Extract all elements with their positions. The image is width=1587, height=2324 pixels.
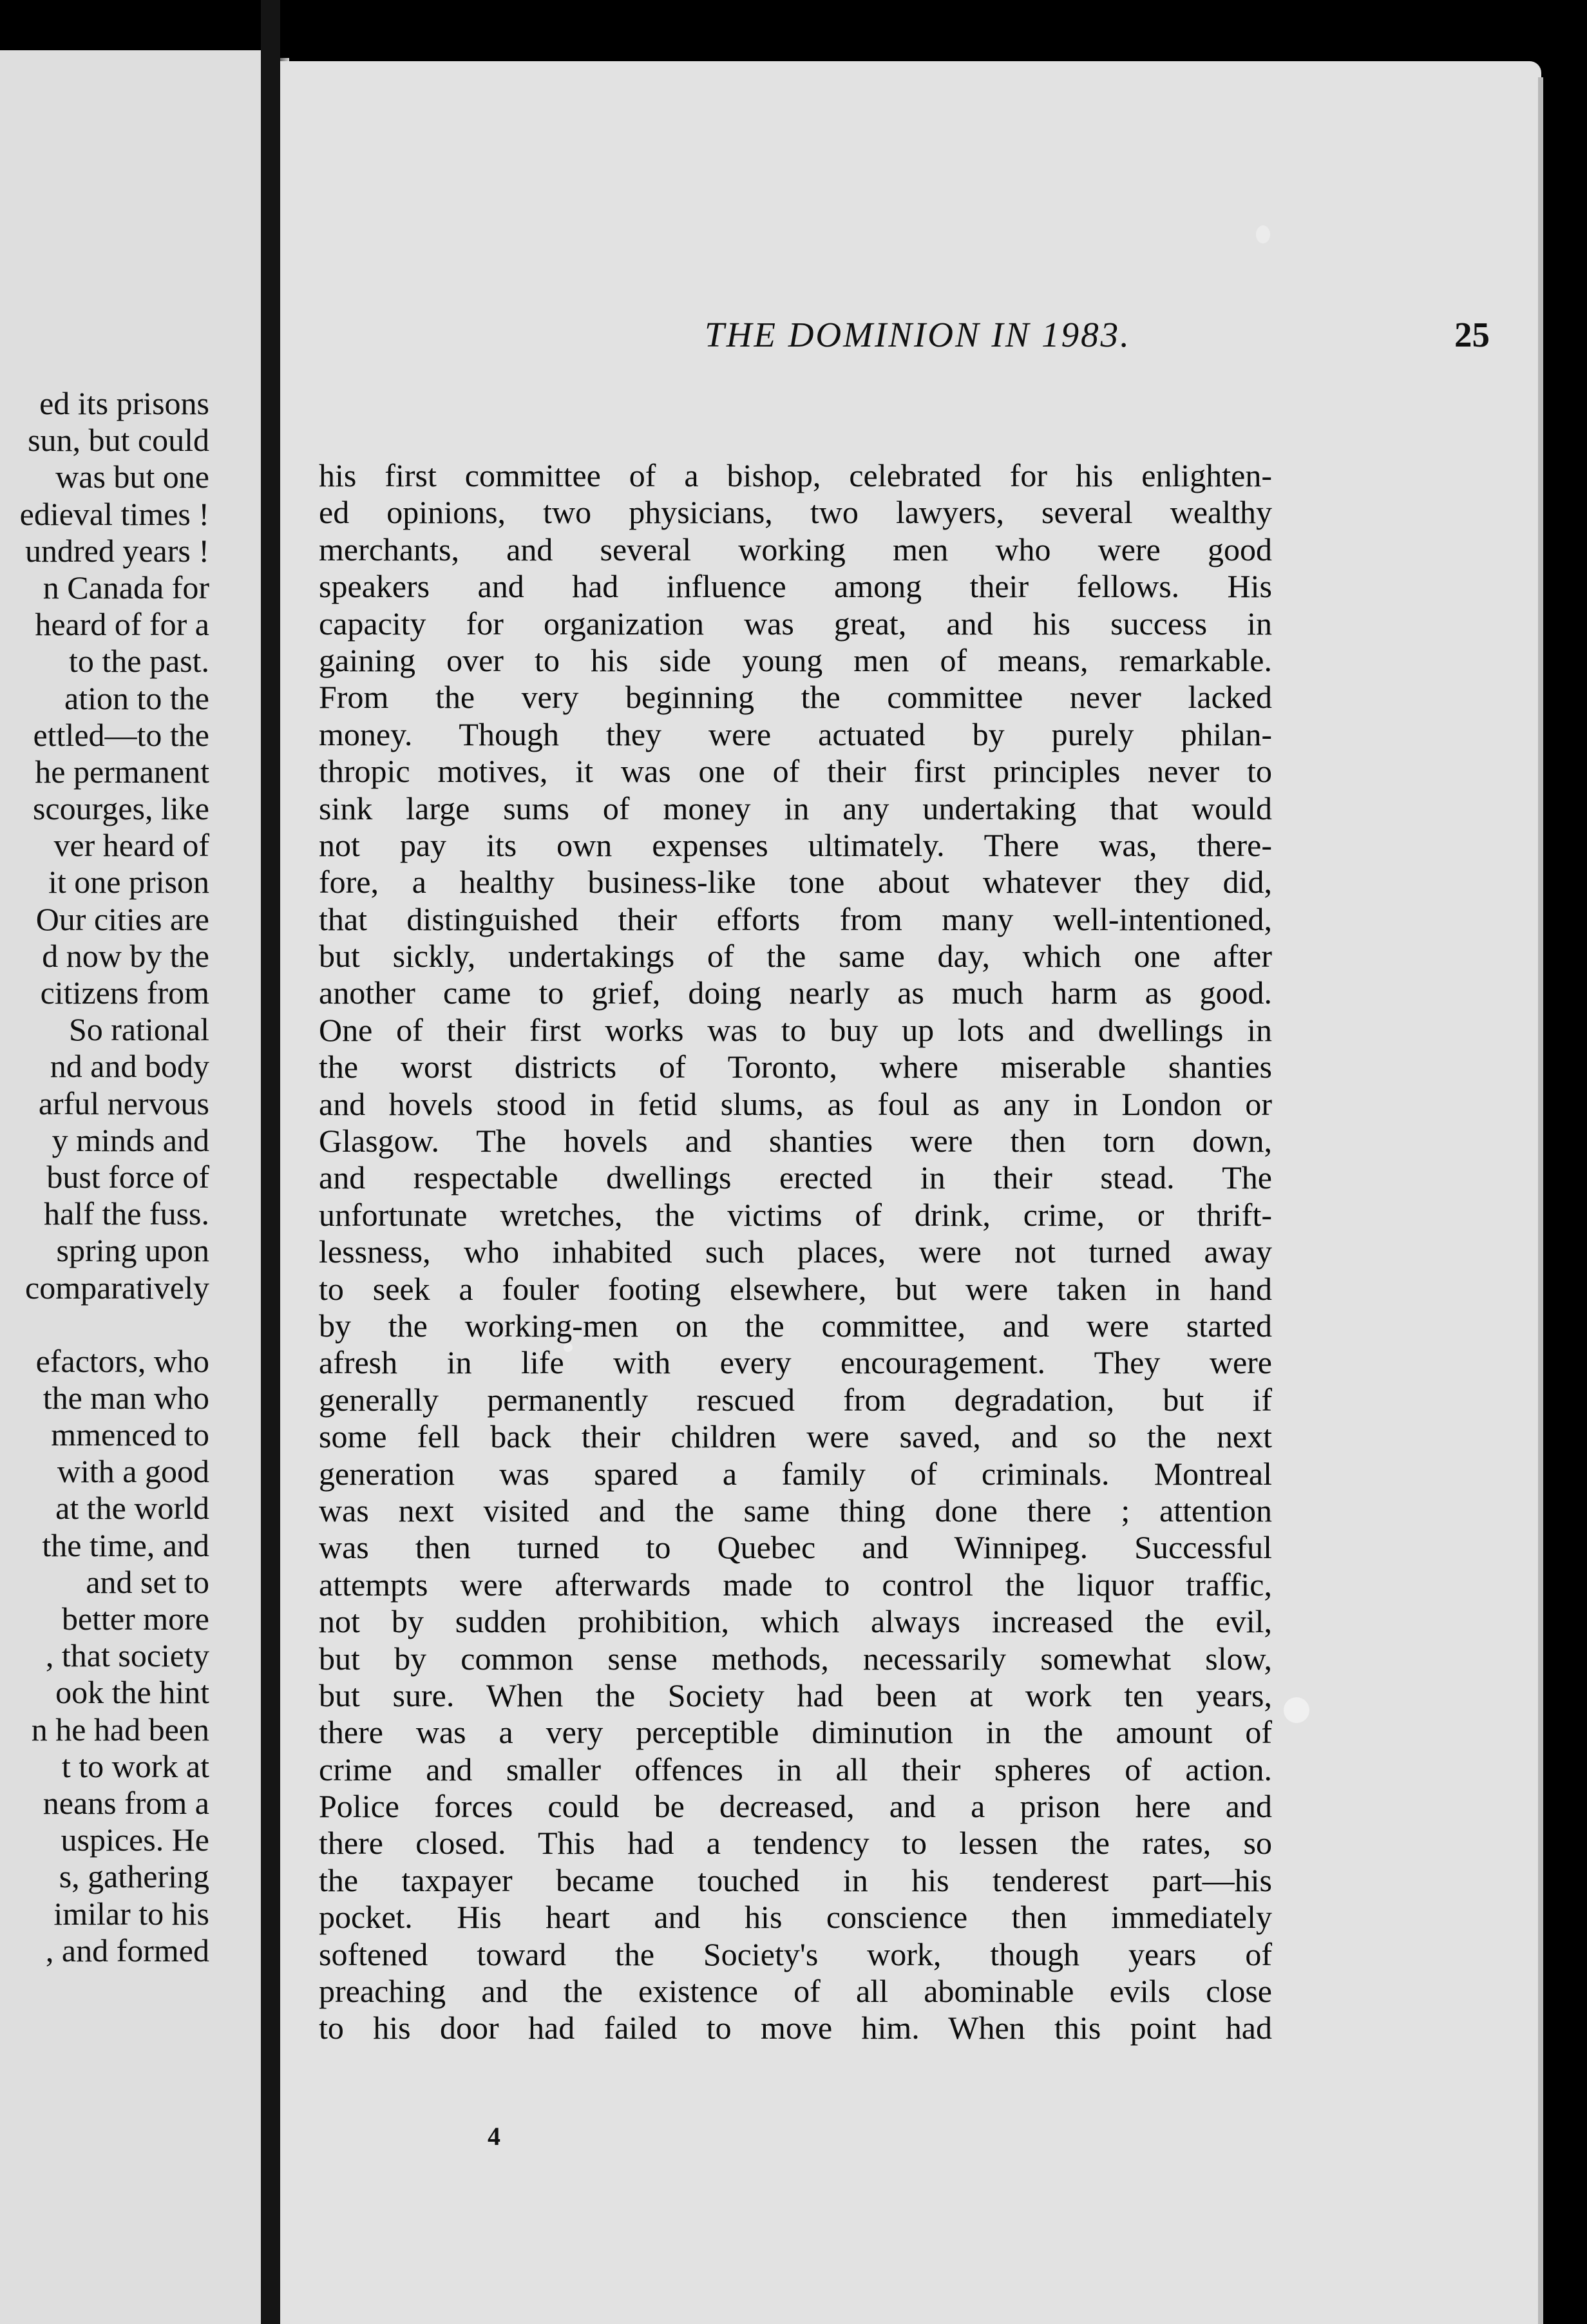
running-head (515, 314, 1541, 366)
left-text-line: at the world (55, 1490, 209, 1527)
left-text-line: ation to the (64, 680, 209, 716)
text-line: From the very beginning the committee never lacked (319, 679, 1272, 716)
left-text-line: s, gathering (59, 1858, 209, 1895)
left-text-line: ed its prisons (39, 385, 209, 421)
text-line: money. Though they were actuated by purely philan- (319, 716, 1272, 752)
text-line: another came to grief, doing nearly as much harm as good. (319, 975, 1272, 1011)
text-line: attempts were afterwards made to control the liquor traffic, (319, 1566, 1272, 1603)
left-text-line: scourges, like (32, 790, 209, 827)
left-text-line: citizens from (40, 975, 209, 1011)
left-text-line: d now by the (42, 937, 209, 974)
left-text-line: n he had been (31, 1711, 209, 1748)
left-text-line: , and formed (45, 1932, 209, 1968)
text-line: there was a very perceptible diminution in the amount of (319, 1714, 1272, 1751)
left-page-text (0, 385, 209, 1969)
left-text-line: uspices. He (61, 1822, 209, 1858)
left-text-line: undred years ! (25, 532, 209, 569)
text-line: by the working-men on the committee, and were started (319, 1307, 1272, 1344)
left-text-line: heard of for a (35, 606, 209, 643)
text-line: gaining over to his side young men of means, remarkable. (319, 642, 1272, 678)
text-line: preaching and the existence of all abominable evils close (319, 1973, 1272, 2010)
left-text-line: edieval times ! (19, 495, 209, 532)
left-text-line: t to work at (61, 1748, 209, 1784)
left-text-line: the man who (43, 1379, 209, 1416)
right-page (280, 61, 1541, 2324)
text-line: but sickly, undertakings of the same day, which one after (319, 938, 1272, 975)
text-line: that distinguished their efforts from many well-intentioned, (319, 900, 1272, 937)
left-text-line: efactors, who (35, 1342, 209, 1379)
paper-speck (1284, 1697, 1309, 1723)
left-text-line: mmenced to (51, 1416, 209, 1453)
text-line: merchants, and several working men who were good (319, 531, 1272, 567)
left-text-line: and set to (86, 1563, 209, 1600)
text-line: was then turned to Quebec and Winnipeg. Successful (319, 1529, 1272, 1566)
text-line: the taxpayer became touched in his tenderest part—his (319, 1862, 1272, 1898)
text-line: some fell back their children were saved, and so the next (319, 1418, 1272, 1455)
text-line: and respectable dwellings erected in their stead. The (319, 1159, 1272, 1196)
text-line: One of their first works was to buy up lots and dwellings in (319, 1011, 1272, 1048)
left-text-line: better more (61, 1601, 209, 1637)
left-text-line: imilar to his (53, 1895, 209, 1932)
text-line: not by sudden prohibition, which always increased the evil, (319, 1603, 1272, 1640)
text-line: the worst districts of Toronto, where miserable shanties (319, 1049, 1272, 1085)
book-gutter (261, 0, 280, 2324)
body-text (319, 457, 1272, 2047)
text-line: to his door had failed to move him. When this point had (319, 2010, 1272, 2046)
text-line: lessness, who inhabited such places, were not turned away (319, 1233, 1272, 1270)
text-line: capacity for organization was great, and his success in (319, 605, 1272, 642)
left-text-line: spring upon (56, 1232, 209, 1269)
left-text-line: So rational (68, 1011, 209, 1048)
left-text-line: the time, and (42, 1527, 209, 1563)
page-number: 25 (1454, 315, 1490, 354)
text-line: ed opinions, two physicians, two lawyers, several wealthy (319, 494, 1272, 531)
text-line: generation was spared a family of criminals. Montreal (319, 1455, 1272, 1492)
left-text-line: sun, but could (28, 422, 209, 459)
text-line: speakers and had influence among their fellows. His (319, 568, 1272, 605)
left-text-line: arful nervous (38, 1085, 209, 1121)
left-text-line: ver heard of (53, 827, 209, 864)
text-line: crime and smaller offences in all their spheres of action. (319, 1751, 1272, 1787)
text-line: generally permanently rescued from degradation, but if (319, 1381, 1272, 1418)
left-text-line: , that society (45, 1637, 209, 1674)
left-text-line: to the past. (68, 643, 209, 680)
text-line: softened toward the Society's work, though years of (319, 1936, 1272, 1972)
left-text-line: ook the hint (55, 1674, 209, 1711)
text-line: Police forces could be decreased, and a prison here and (319, 1788, 1272, 1825)
left-text-line: n Canada for (43, 569, 209, 605)
page-edge (1538, 77, 1543, 2324)
text-line: thropic motives, it was one of their first principles never to (319, 753, 1272, 790)
text-line: sink large sums of money in any undertaking that would (319, 790, 1272, 826)
text-line: pocket. His heart and his conscience then immediately (319, 1899, 1272, 1936)
paper-speck (1256, 225, 1270, 243)
text-line: unfortunate wretches, the victims of drink, crime, or thrift- (319, 1196, 1272, 1233)
text-line: his first committee of a bishop, celebrated for his enlighten- (319, 457, 1272, 493)
left-text-line: bust force of (46, 1158, 209, 1195)
text-line: but by common sense methods, necessarily somewhat slow, (319, 1640, 1272, 1677)
left-text-line: y minds and (52, 1121, 209, 1158)
left-text-line: was but one (55, 459, 209, 495)
text-line: not pay its own expenses ultimately. There was, there- (319, 826, 1272, 863)
text-line: fore, a healthy business-like tone about whatever they did, (319, 864, 1272, 900)
left-text-line: ettled—to the (33, 716, 209, 753)
left-text-line: he permanent (35, 753, 209, 790)
signature-mark: 4 (488, 2122, 500, 2151)
left-text-line: nd and body (50, 1048, 209, 1085)
left-text-line: half the fuss. (44, 1195, 209, 1232)
left-text-line: Our cities are (35, 900, 209, 937)
text-line: and hovels stood in fetid slums, as foul as any in London or (319, 1085, 1272, 1122)
left-text-line: it one prison (48, 864, 209, 900)
paragraph-gap (0, 1306, 209, 1343)
text-line: Glasgow. The hovels and shanties were then torn down, (319, 1123, 1272, 1159)
left-facing-page (0, 50, 261, 2324)
left-text-line: comparatively (25, 1269, 209, 1306)
text-line: but sure. When the Society had been at work ten years, (319, 1677, 1272, 1713)
text-line: afresh in life with every encouragement. They were (319, 1344, 1272, 1381)
left-text-line: with a good (57, 1453, 209, 1490)
left-text-line: neans from a (43, 1784, 209, 1821)
text-line: was next visited and the same thing done there ; attention (319, 1492, 1272, 1529)
text-line: there closed. This had a tendency to lessen the rates, so (319, 1825, 1272, 1862)
running-title: THE DOMINION IN 1983. (705, 315, 1131, 354)
text-line: to seek a fouler footing elsewhere, but were taken in hand (319, 1270, 1272, 1307)
